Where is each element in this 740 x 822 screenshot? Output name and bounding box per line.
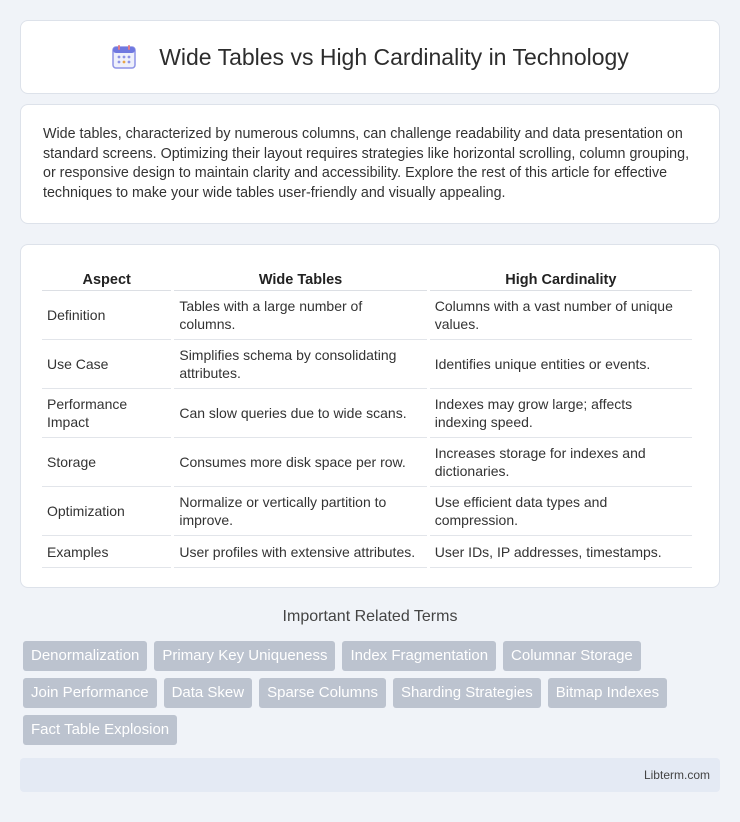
table-cell-aspect: Storage (42, 438, 171, 487)
page-title: Wide Tables vs High Cardinality in Technology (159, 43, 629, 70)
table-cell-wide-tables: Normalize or vertically partition to improve. (174, 487, 426, 536)
related-term-tag[interactable]: Fact Table Explosion (23, 715, 177, 745)
table-row (42, 487, 692, 536)
table-cell-high-cardinality: Use efficient data types and compression. (430, 487, 692, 536)
comparison-table-card (20, 244, 720, 588)
column-header-wide-tables: Wide Tables (174, 265, 426, 291)
table-cell-wide-tables: Can slow queries due to wide scans. (174, 389, 426, 438)
comparison-table (39, 265, 695, 568)
related-term-tag[interactable]: Data Skew (164, 678, 253, 708)
table-cell-aspect: Optimization (42, 487, 171, 536)
intro-card (20, 104, 720, 224)
related-term-tag[interactable]: Sparse Columns (259, 678, 386, 708)
table-cell-aspect: Definition (42, 291, 171, 340)
calendar-icon (111, 44, 137, 70)
related-terms-title: Important Related Terms (282, 608, 458, 625)
table-cell-high-cardinality: Identifies unique entities or events. (430, 340, 692, 389)
table-cell-high-cardinality: User IDs, IP addresses, timestamps. (430, 536, 692, 568)
related-term-tag[interactable]: Primary Key Uniqueness (154, 641, 335, 671)
table-cell-wide-tables: Consumes more disk space per row. (174, 438, 426, 487)
intro-text: Wide tables, characterized by numerous columns, can challenge readability and data presentation on standard screens. Optimizing their layout requires strategies like horizontal scrolling, column grouping, or responsive design to maintain clarity and accessibility. Explore the rest of this article for effective techniques to make your wide tables user-friendly and visually appealing. (43, 126, 690, 201)
related-term-tag[interactable]: Bitmap Indexes (548, 678, 667, 708)
table-cell-wide-tables: User profiles with extensive attributes. (174, 536, 426, 568)
table-cell-aspect: Performance Impact (42, 389, 171, 438)
table-row (42, 438, 692, 487)
table-cell-aspect: Examples (42, 536, 171, 568)
table-cell-wide-tables: Simplifies schema by consolidating attributes. (174, 340, 426, 389)
related-terms-list (23, 641, 723, 745)
table-cell-high-cardinality: Columns with a vast number of unique values. (430, 291, 692, 340)
table-row (42, 340, 692, 389)
related-term-tag[interactable]: Columnar Storage (503, 641, 641, 671)
related-term-tag[interactable]: Denormalization (23, 641, 147, 671)
related-term-tag[interactable]: Sharding Strategies (393, 678, 541, 708)
table-cell-high-cardinality: Increases storage for indexes and dictionaries. (430, 438, 692, 487)
table-cell-wide-tables: Tables with a large number of columns. (174, 291, 426, 340)
table-cell-aspect: Use Case (42, 340, 171, 389)
table-row (42, 389, 692, 438)
related-term-tag[interactable]: Join Performance (23, 678, 157, 708)
column-header-aspect: Aspect (42, 265, 171, 291)
table-row (42, 291, 692, 340)
table-cell-high-cardinality: Indexes may grow large; affects indexing speed. (430, 389, 692, 438)
column-header-high-cardinality: High Cardinality (430, 265, 692, 291)
header-card (20, 20, 720, 94)
table-row (42, 536, 692, 568)
related-term-tag[interactable]: Index Fragmentation (342, 641, 496, 671)
table-header-row (42, 265, 692, 291)
footer (20, 758, 720, 792)
footer-site-link[interactable]: Libterm.com (643, 768, 710, 782)
